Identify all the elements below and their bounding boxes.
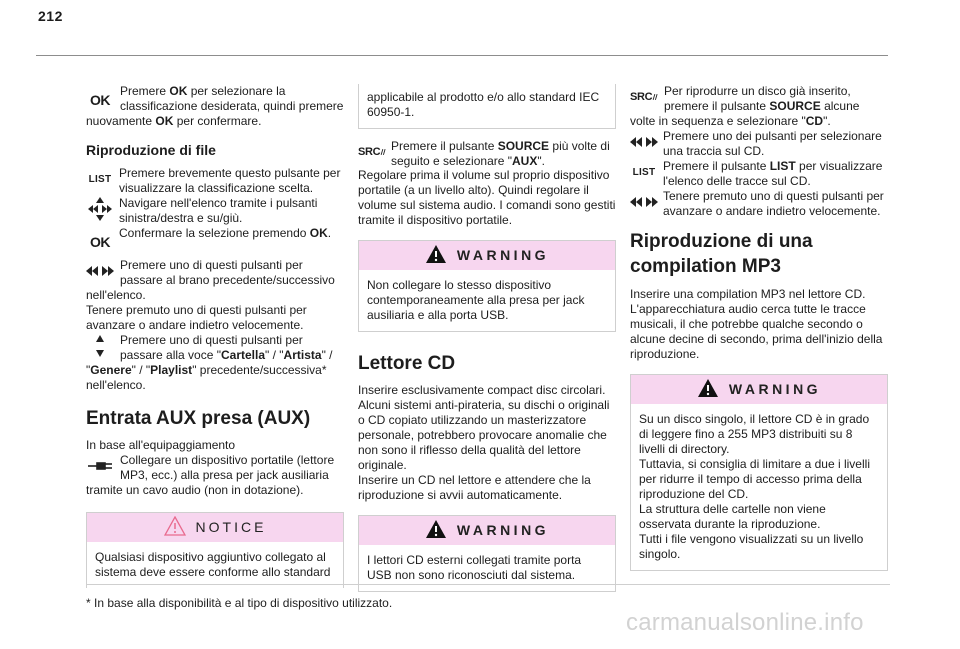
jack-plug-icon [86,453,114,479]
notice-header [87,513,343,542]
mp3-paragraph: Inserire una compilation MP3 nel lettore CD. L'apparecchiatura audio cerca tutte le tracce musicali, il che potrebbe qualche secondo o alcune decine di secondo, prima dell'inizio della riproduzione. [630,287,883,361]
warning-box-2 [358,515,616,592]
fast-forward-instruction: Tenere premuto uno di questi pulsanti per avanzare o andare indietro velocemente. [630,189,888,219]
ok-intro-paragraph: OK Premere OK per selezionare la classificazione desiderata, quindi premere nuovamente OK per confermare. [86,84,344,128]
volume-paragraph: Regolare prima il volume sul proprio dispositivo portatile (a un livello alto). Quindi regolare il volume sul sistema audio. I comandi sono gestiti tramite il dispositivo portatile. [358,168,616,227]
source-cd-paragraph: SRC Per riprodurre un disco già inserito, premere il pulsante SOURCE alcune volte in sequenza e selezionare "CD". [630,84,860,128]
notice-text: Qualsiasi dispositivo aggiuntivo collegato al sistema deve essere conforme allo standard [95,550,331,579]
section-heading-mp3: Riproduzione di una compilation MP3 [630,231,813,277]
list-tracks-instruction: LIST Premere il pulsante LIST per visualizzare l'elenco delle tracce sul CD. [630,159,888,189]
left-right-arrows-icon [630,130,658,154]
cd-paragraph: Inserire esclusivamente compact disc circolari. Alcuni sistemi anti-pirateria, su dischi o originali o CD copiato utilizzando un masterizzatore personale, potrebbero provocare anomalie che non sono il riflesso della qualità del lettore originale. [358,383,610,472]
warning-header-3 [631,375,887,404]
source-aux-instruction: SRC Premere il pulsante SOURCE più volte di seguito e selezionare "AUX". [358,139,610,168]
ok-button-icon: OK [90,91,110,108]
source-button-icon: SRC [358,140,386,164]
warning-triangle-icon [697,378,719,402]
warning-header-1 [359,241,615,270]
track-skip-paragraph: Premere uno di questi pulsanti per passare al brano precedente/successivo nell'elenco. Tenere premuto uno di questi pulsanti per avanzare o andare indietro velocemente. [86,258,335,332]
page-number: 212 [38,8,63,24]
list-instruction: LIST Premere brevemente questo pulsante per visualizzare la classificazione scelta. [86,166,344,196]
track-select-instruction: Premere uno dei pulsanti per selezionare una traccia sul CD. [630,129,888,159]
warning-title-3: WARNING [728,381,822,397]
section-heading-cd: Lettore CD [358,353,456,374]
warning-triangle-icon [425,519,447,543]
column-3 [630,84,888,581]
list-button-icon: LIST [632,166,656,178]
four-way-arrows-icon [86,197,114,221]
warning-box-1 [358,240,616,332]
aux-paragraph: Collegare un dispositivo portatile (lettore MP3, ecc.) alla presa per jack ausiliaria tramite un cavo audio (non in dotazione). [86,453,335,497]
header-divider [36,55,888,56]
column-2 [358,84,616,602]
notice-title: NOTICE [195,519,267,535]
nav-instruction: Navigare nell'elenco tramite i pulsanti sinistra/destra e su/giù. [86,196,344,226]
left-right-arrows-icon [86,258,114,284]
notice-box-continued [358,84,616,129]
footnote: * In base alla disponibilità e al tipo di dispositivo utilizzato. [86,584,890,611]
source-button-icon: SRC [630,84,658,110]
warning-triangle-icon [425,244,447,268]
column-1 [86,84,344,598]
ok-button-icon: OK [90,233,110,250]
up-down-arrows-icon [86,333,114,359]
watermark: carmanualsonline.info [626,609,864,636]
warning-header-2 [359,516,615,545]
list-button-icon: LIST [88,173,112,185]
warning-text-1: Non collegare lo stesso dispositivo contemporaneamente alla presa per jack ausiliaria e alla porta USB. [367,278,585,322]
aux-intro: In base all'equipaggiamento [86,438,236,452]
ok-confirm-instruction: OK Confermare la selezione premendo OK. [86,226,344,256]
section-heading-files: Riproduzione di file [86,142,216,158]
notice-box [86,512,344,588]
notice-continued-text: applicabile al prodotto e/o allo standard IEC 60950-1. [367,90,600,119]
cd-insert-paragraph: Inserire un CD nel lettore e attendere che la riproduzione si avvii automaticamente. [358,473,591,502]
warning-title-2: WARNING [456,522,550,538]
folder-skip-paragraph: Premere uno di questi pulsanti per passare alla voce "Cartella" / "Artista" / "Genere" / "Playlist" precedente/successiva* nell'elenco. [86,333,333,392]
warning-triangle-icon [164,516,186,540]
section-heading-aux: Entrata AUX presa (AUX) [86,408,311,429]
warning-title-1: WARNING [456,247,550,263]
left-right-arrows-icon [630,190,658,214]
warning-text-2: I lettori CD esterni collegati tramite porta USB non sono riconosciuti dal sistema. [367,553,582,582]
warning-box-3 [630,374,888,571]
warning-text-3: Su un disco singolo, il lettore CD è in grado di leggere fino a 255 MP3 distribuiti su 8 livelli di directory. Tuttavia, si consiglia di limitare a due i livelli per ridurre il tempo di accesso prima della riproduzione del CD. La struttura delle cartelle non viene osservata durante la riproduzione. Tutti i file vengono visualizzati su un livello singolo. [639,412,870,561]
